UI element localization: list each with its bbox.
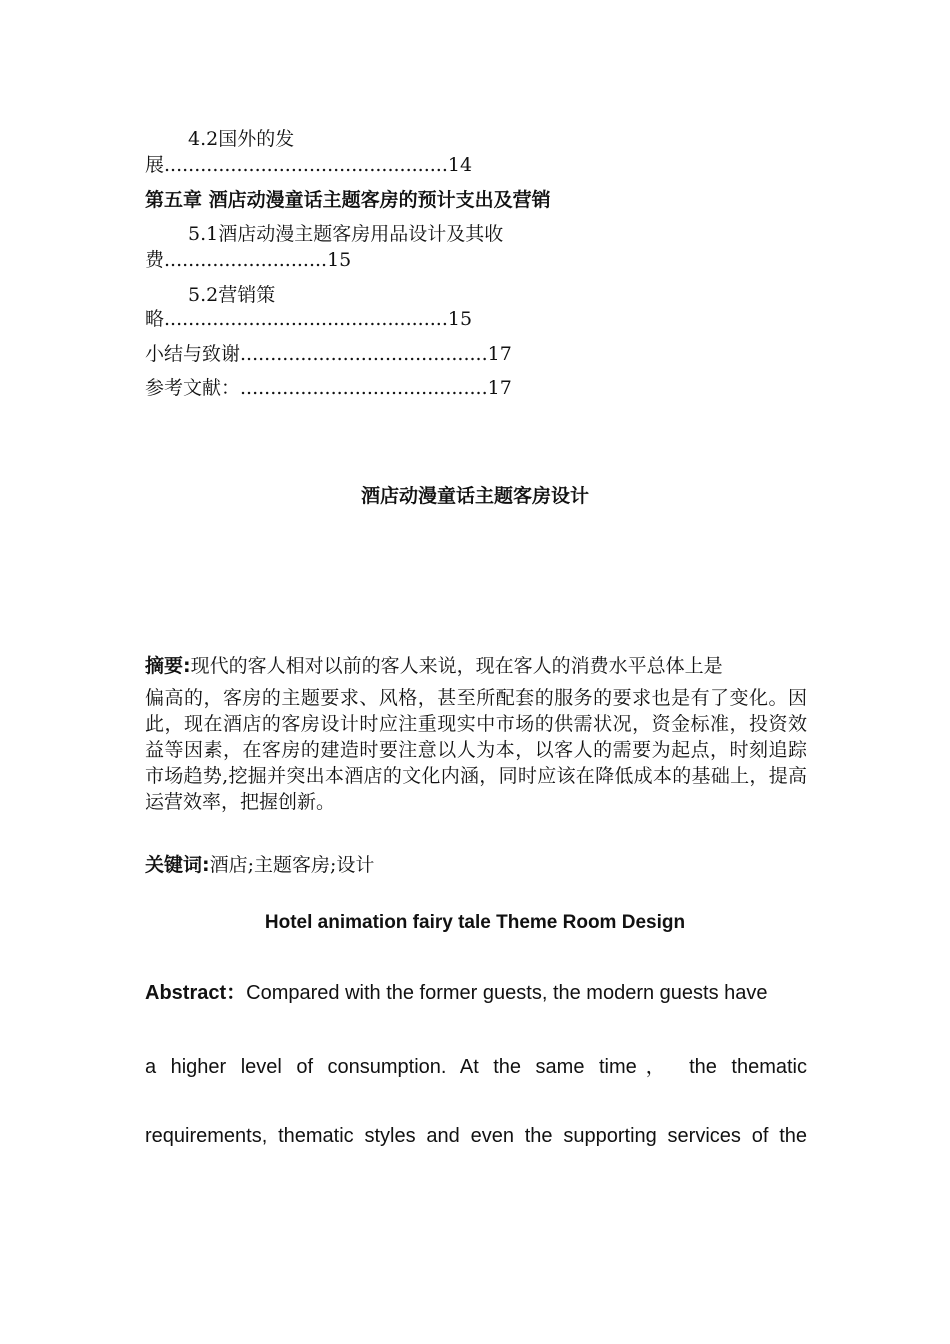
toc-chapter-5: 第五章 酒店动漫童话主题客房的预计支出及营销 xyxy=(145,189,551,211)
abstract-en-label: Abstract： xyxy=(145,982,247,1004)
abstract-cn xyxy=(145,653,807,815)
toc-references: 参考文献：.........................................17 xyxy=(145,377,512,399)
abstract-cn-first-line: 现代的客人相对以前的客人来说，现在客人的消费水平总体上是 xyxy=(190,655,723,677)
toc-entry-5-2-tail: 略...............................................15 xyxy=(145,308,473,330)
abstract-cn-label: 摘要: xyxy=(145,655,191,677)
keywords-label: 关键词: xyxy=(145,854,210,876)
keywords-text: 酒店;主题客房;设计 xyxy=(209,854,375,876)
keywords-cn xyxy=(145,852,807,878)
toc-entry-5-1-tail: 费...........................15 xyxy=(145,249,352,271)
page-title-cn: 酒店动漫童话主题客房设计 xyxy=(360,485,589,507)
page-title-en: Hotel animation fairy tale Theme Room Design xyxy=(264,912,686,933)
toc-entry-5-1-head: 5.1酒店动漫主题客房用品设计及其收 xyxy=(188,223,504,245)
abstract-en-line-1-text: Compared with the former guests, the modern guests have xyxy=(246,982,768,1004)
toc-entry-4-2-head: 4.2国外的发 xyxy=(188,128,295,150)
abstract-en-line-2: a higher level of consumption. At the same time， the thematic xyxy=(145,1056,807,1078)
abstract-cn-body: 偏高的，客房的主题要求、风格，甚至所配套的服务的要求也是有了变化。因此，现在酒店的客房设计时应注重现实中市场的供需状况，资金标准，投资效益等因素，在客房的建造时要注意以人为本，以客人的需要为起点，时刻追踪市场趋势,挖掘并突出本酒店的文化内涵，同时应该在降低成本的基础上，提高运营效率，把握创新。 xyxy=(145,687,807,813)
toc-entry-5-2-head: 5.2营销策 xyxy=(188,284,276,306)
toc-entry-4-2-tail: 展...............................................14 xyxy=(145,154,473,176)
toc-summary: 小结与致谢.........................................17 xyxy=(145,343,512,365)
abstract-en-line-1 xyxy=(145,976,807,1005)
abstract-en-line-3: requirements, thematic styles and even the supporting services of the xyxy=(145,1125,807,1147)
